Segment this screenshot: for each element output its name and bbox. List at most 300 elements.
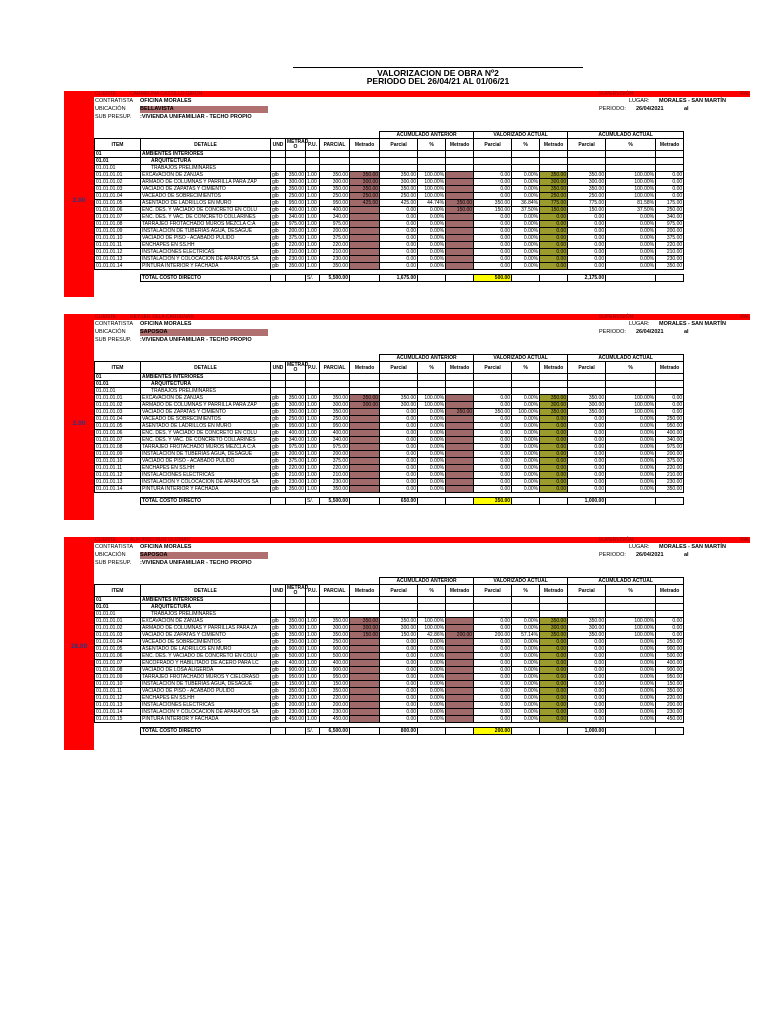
cell-ap: 0.00 <box>380 444 418 451</box>
cell-pu: 1.00 <box>306 395 320 402</box>
cell-ap: 0.00 <box>380 660 418 667</box>
cell-cpc: 0.00% <box>606 437 656 444</box>
cell-pu: 1.00 <box>306 625 320 632</box>
cell-cp: 0.00 <box>568 639 606 646</box>
client-bar <box>64 314 750 320</box>
cell-pu: 1.00 <box>306 458 320 465</box>
cell-cpc: 0.00% <box>606 221 656 228</box>
cell-vp: 0.00 <box>474 214 512 221</box>
cell-par: 500.00 <box>320 653 350 660</box>
cell-cp: 0.00 <box>568 674 606 681</box>
supervisor-value: RAL <box>740 314 750 320</box>
periodo-label: PERIODO: <box>599 552 626 558</box>
cell-vm: 200.00 <box>446 632 474 639</box>
col-acum-metrado: Metrado <box>540 139 568 151</box>
group-row <box>95 374 684 381</box>
cell-vp: 0.00 <box>474 451 512 458</box>
cell-apc: 100.00% <box>418 186 446 193</box>
cell-apc: 0.00% <box>418 451 446 458</box>
cell-vm <box>446 235 474 242</box>
table-row <box>95 451 684 458</box>
cell-und: glb <box>271 249 286 256</box>
total-acumulado: 1,000.00 <box>568 498 606 505</box>
cell-vm <box>446 667 474 674</box>
acum-anterior-header: ACUMULADO ANTERIOR <box>380 355 474 362</box>
cell-und: glb <box>271 256 286 263</box>
cell-vpc: 0.00% <box>512 646 540 653</box>
cell-cpc: 0.00% <box>606 430 656 437</box>
cell-ap: 0.00 <box>380 416 418 423</box>
cell-det: ENCHAPES EN SS.HH <box>141 242 271 249</box>
subpresup-value-wrap <box>140 114 252 121</box>
cell-cp: 350.00 <box>568 186 606 193</box>
cell-apc: 0.00% <box>418 242 446 249</box>
cell-cpc: 0.00% <box>606 479 656 486</box>
cell-par: 350.00 <box>320 172 350 179</box>
periodo-value: 26/04/2021 <box>636 329 664 335</box>
group-item: 01.01 <box>95 158 141 165</box>
cell-am <box>350 423 380 430</box>
col-ant-pct: % <box>418 362 446 374</box>
cell-cm: 250.00 <box>540 193 568 200</box>
cell-cpc: 100.00% <box>606 618 656 625</box>
cell-par: 950.00 <box>320 423 350 430</box>
cell-item: 01.01.01.12 <box>95 695 141 702</box>
cell-sal: 340.00 <box>656 214 684 221</box>
valuation-table <box>94 577 684 735</box>
cell-vp: 0.00 <box>474 695 512 702</box>
cell-am <box>350 242 380 249</box>
cell-ap: 0.00 <box>380 458 418 465</box>
cell-und: glb <box>271 695 286 702</box>
cell-item: 01.01.01.05 <box>95 646 141 653</box>
cell-cm: 0.00 <box>540 702 568 709</box>
contratista-value: OFICINA MORALES <box>140 321 192 327</box>
valuation-block <box>64 314 750 520</box>
cell-sal: 400.00 <box>656 430 684 437</box>
cell-sal: 0.00 <box>656 172 684 179</box>
cell-und: glb <box>271 479 286 486</box>
cell-cpc: 0.00% <box>606 653 656 660</box>
cell-det: INSTALACIONES ELECTRICAS <box>141 249 271 256</box>
cell-par: 975.00 <box>320 444 350 451</box>
cell-met: 220.00 <box>286 242 306 249</box>
cliente-label: CLIENTE <box>95 314 117 320</box>
cell-cp: 0.00 <box>568 479 606 486</box>
cell-cm: 0.00 <box>540 221 568 228</box>
table-row <box>95 444 684 451</box>
group-label: AMBIENTES INTERIORES <box>141 151 271 158</box>
acum-actual-header: ACUMULADO ACTUAL <box>568 578 684 585</box>
cell-sal: 200.00 <box>656 451 684 458</box>
cell-vm <box>446 437 474 444</box>
cell-det: PINTURA INTERIOR Y FACHADA <box>141 486 271 493</box>
cell-vm <box>446 402 474 409</box>
cliente-label: CLIENTE <box>95 537 117 543</box>
col-val-metrado: Metrado <box>446 139 474 151</box>
subpresup-value: :VIVIENDA UNIFAMILIAR - TECHO PROPIO <box>140 337 252 343</box>
cell-am <box>350 688 380 695</box>
cell-vp: 0.00 <box>474 709 512 716</box>
col-ant-metrado: Metrado <box>350 362 380 374</box>
group-label: AMBIENTES INTERIORES <box>141 374 271 381</box>
cell-ap: 0.00 <box>380 235 418 242</box>
cell-det: TARRAJEO FROTACHADO MUROS MEZCLA C:A <box>141 221 271 228</box>
cell-vp: 0.00 <box>474 179 512 186</box>
cell-sal: 150.00 <box>656 681 684 688</box>
cell-sal: 375.00 <box>656 458 684 465</box>
cell-met: 975.00 <box>286 444 306 451</box>
cell-cm: 0.00 <box>540 667 568 674</box>
cell-vpc: 0.00% <box>512 458 540 465</box>
cell-item: 01.01.01.02 <box>95 179 141 186</box>
cell-cpc: 0.00% <box>606 674 656 681</box>
cell-vp: 0.00 <box>474 430 512 437</box>
cell-pu: 1.00 <box>306 451 320 458</box>
cell-vpc: 0.00% <box>512 423 540 430</box>
cell-vpc: 0.00% <box>512 256 540 263</box>
periodo-value: 26/04/2021 <box>636 106 664 112</box>
cell-und: glb <box>271 172 286 179</box>
cell-vpc: 0.00% <box>512 688 540 695</box>
cell-apc: 0.00% <box>418 423 446 430</box>
cell-und: glb <box>271 409 286 416</box>
total-currency: S/. <box>306 728 320 735</box>
table-row <box>95 416 684 423</box>
cell-sal: 250.00 <box>656 639 684 646</box>
cell-met: 150.00 <box>286 681 306 688</box>
cell-am <box>350 646 380 653</box>
cell-vp: 200.00 <box>474 632 512 639</box>
cell-cp: 300.00 <box>568 625 606 632</box>
subpresup-value-wrap <box>140 337 252 344</box>
cell-apc: 0.00% <box>418 472 446 479</box>
cell-vp: 0.00 <box>474 235 512 242</box>
contratista-value-wrap <box>140 321 191 328</box>
cell-cpc: 0.00% <box>606 458 656 465</box>
cell-vpc: 37.50% <box>512 207 540 214</box>
lugar-value: MORALES - SAN MARTÍN <box>659 321 726 327</box>
table-row <box>95 486 684 493</box>
cell-det: VACIADO DE PISO - ACABADO PULIDO <box>141 235 271 242</box>
cell-am <box>350 465 380 472</box>
cell-ap: 0.00 <box>380 207 418 214</box>
document-title: VALORIZACION DE OBRA Nº2 <box>293 67 583 78</box>
cell-am <box>350 221 380 228</box>
table-row <box>95 228 684 235</box>
cell-vpc: 0.00% <box>512 179 540 186</box>
cell-cpc: 0.00% <box>606 646 656 653</box>
cell-cp: 350.00 <box>568 172 606 179</box>
cell-item: 01.01.01.03 <box>95 409 141 416</box>
cliente-value: ALFONSO RUIZ GUZMAN <box>130 537 191 543</box>
cell-cp: 0.00 <box>568 242 606 249</box>
cell-am <box>350 472 380 479</box>
cell-vpc: 0.00% <box>512 451 540 458</box>
cell-vpc: 0.00% <box>512 625 540 632</box>
table-row <box>95 193 684 200</box>
cell-pu: 1.00 <box>306 186 320 193</box>
total-label: TOTAL COSTO DIRECTO <box>141 728 271 735</box>
cell-apc: 0.00% <box>418 695 446 702</box>
total-label: TOTAL COSTO DIRECTO <box>141 275 271 282</box>
cell-vp: 150.00 <box>474 207 512 214</box>
cell-apc: 0.00% <box>418 681 446 688</box>
side-number: 18.00 <box>70 643 88 650</box>
subpresup-label: SUB PRESUP. <box>95 114 132 120</box>
cell-apc: 0.00% <box>418 263 446 270</box>
cell-par: 350.00 <box>320 263 350 270</box>
group-row <box>95 158 684 165</box>
subpresup-value: :VIVIENDA UNIFAMILIAR - TECHO PROPIO <box>140 114 252 120</box>
period-title: PERIODO DEL 26/04/21 AL 01/06/21 <box>366 76 510 86</box>
cell-item: 01.01.01.13 <box>95 702 141 709</box>
cell-ap: 0.00 <box>380 646 418 653</box>
cliente-value: CARMELINA CASTILLO GIRON <box>130 91 203 97</box>
cell-am <box>350 214 380 221</box>
cell-par: 375.00 <box>320 458 350 465</box>
cell-sal: 200.00 <box>656 702 684 709</box>
cell-det: PINTURA INTERIOR Y FACHADA <box>141 716 271 723</box>
cell-vp: 0.00 <box>474 437 512 444</box>
cell-cm: 0.00 <box>540 646 568 653</box>
cell-sal: 210.00 <box>656 472 684 479</box>
cell-cpc: 0.00% <box>606 242 656 249</box>
group-item: 01.01.01 <box>95 388 141 395</box>
cell-vm: 350.00 <box>446 409 474 416</box>
cell-vp: 0.00 <box>474 618 512 625</box>
cell-sal: 230.00 <box>656 479 684 486</box>
cell-sal: 0.00 <box>656 625 684 632</box>
cell-cpc: 100.00% <box>606 632 656 639</box>
cell-par: 350.00 <box>320 688 350 695</box>
col-acum-parcial: Parcial <box>568 362 606 374</box>
table-row <box>95 716 684 723</box>
cell-pu: 1.00 <box>306 618 320 625</box>
ubicacion-value-wrap <box>140 106 268 113</box>
ubicacion-value: SAPOSOA <box>140 329 168 335</box>
cell-vm <box>446 444 474 451</box>
cell-vpc: 0.00% <box>512 479 540 486</box>
cell-und: glb <box>271 709 286 716</box>
cell-cm: 0.00 <box>540 437 568 444</box>
cell-ap: 0.00 <box>380 242 418 249</box>
table-row <box>95 695 684 702</box>
cell-met: 500.00 <box>286 653 306 660</box>
table-row <box>95 667 684 674</box>
cell-cp: 250.00 <box>568 193 606 200</box>
cell-sal: 210.00 <box>656 249 684 256</box>
cell-pu: 1.00 <box>306 263 320 270</box>
cell-vpc: 0.00% <box>512 235 540 242</box>
cell-ap: 0.00 <box>380 667 418 674</box>
table-row <box>95 249 684 256</box>
cell-vp: 0.00 <box>474 242 512 249</box>
cell-am <box>350 437 380 444</box>
group-row <box>95 165 684 172</box>
cell-cpc: 0.00% <box>606 695 656 702</box>
cell-par: 340.00 <box>320 437 350 444</box>
cell-item: 01.01.01.13 <box>95 256 141 263</box>
cell-cpc: 0.00% <box>606 444 656 451</box>
cell-apc: 44.74% <box>418 200 446 207</box>
cell-vpc: 100.00% <box>512 409 540 416</box>
cell-apc: 100.00% <box>418 395 446 402</box>
cell-ap: 150.00 <box>380 632 418 639</box>
col-saldo-metrado: Metrado <box>656 362 684 374</box>
cell-vp: 0.00 <box>474 653 512 660</box>
cell-sal: 375.00 <box>656 235 684 242</box>
cell-ap: 0.00 <box>380 479 418 486</box>
cell-vpc: 0.00% <box>512 709 540 716</box>
cell-pu: 1.00 <box>306 242 320 249</box>
cell-pu: 1.00 <box>306 402 320 409</box>
cell-vpc: 0.00% <box>512 444 540 451</box>
cell-met: 350.00 <box>286 618 306 625</box>
cell-item: 01.01.01.05 <box>95 200 141 207</box>
subpresup-value: :VIVIENDA UNIFAMILIAR - TECHO PROPIO <box>140 560 252 566</box>
cell-cm: 0.00 <box>540 674 568 681</box>
total-label: TOTAL COSTO DIRECTO <box>141 498 271 505</box>
contratista-row <box>95 544 133 551</box>
cell-cm: 0.00 <box>540 639 568 646</box>
cell-am: 350.00 <box>350 395 380 402</box>
cell-met: 200.00 <box>286 702 306 709</box>
cell-cm: 0.00 <box>540 458 568 465</box>
cell-ap: 0.00 <box>380 409 418 416</box>
cell-pu: 1.00 <box>306 200 320 207</box>
cell-met: 230.00 <box>286 479 306 486</box>
table-row <box>95 688 684 695</box>
table-row <box>95 674 684 681</box>
col-ant-metrado: Metrado <box>350 139 380 151</box>
cell-ap: 350.00 <box>380 618 418 625</box>
cell-vp: 0.00 <box>474 667 512 674</box>
cell-cm: 0.00 <box>540 430 568 437</box>
cell-sal: 250.00 <box>656 207 684 214</box>
cell-und: glb <box>271 639 286 646</box>
cell-det: INSTALACION DE TUBERIAS AGUA, DESAGUE <box>141 451 271 458</box>
cell-vm <box>446 695 474 702</box>
cell-cm: 0.00 <box>540 451 568 458</box>
ubicacion-value: BELLAVISTA <box>140 106 174 112</box>
cell-vm <box>446 242 474 249</box>
cell-cpc: 81.58% <box>606 200 656 207</box>
cell-vpc: 0.00% <box>512 465 540 472</box>
cell-det: ASENTADO DE LADRILLOS EN MURO <box>141 646 271 653</box>
cell-cp: 350.00 <box>568 409 606 416</box>
col-und: UND <box>271 362 286 374</box>
cell-vp: 0.00 <box>474 395 512 402</box>
valorizado-actual-header: VALORIZADO ACTUAL <box>474 355 568 362</box>
cell-cp: 0.00 <box>568 444 606 451</box>
cell-apc: 100.00% <box>418 193 446 200</box>
cell-ap: 0.00 <box>380 263 418 270</box>
group-item: 01.01 <box>95 381 141 388</box>
table-row <box>95 479 684 486</box>
table-row <box>95 242 684 249</box>
cell-am <box>350 479 380 486</box>
cell-met: 300.00 <box>286 402 306 409</box>
cell-vm <box>446 214 474 221</box>
cell-am <box>350 695 380 702</box>
cell-am <box>350 256 380 263</box>
cell-cpc: 100.00% <box>606 193 656 200</box>
col-val-pct: % <box>512 585 540 597</box>
cell-pu: 1.00 <box>306 207 320 214</box>
cell-apc: 100.00% <box>418 402 446 409</box>
cell-pu: 1.00 <box>306 702 320 709</box>
cell-par: 210.00 <box>320 249 350 256</box>
cell-par: 200.00 <box>320 451 350 458</box>
cell-vpc: 0.00% <box>512 702 540 709</box>
cell-cm: 350.00 <box>540 632 568 639</box>
cell-apc: 0.00% <box>418 479 446 486</box>
cell-und: glb <box>271 179 286 186</box>
cell-cm: 0.00 <box>540 263 568 270</box>
col-ant-parcial: Parcial <box>380 362 418 374</box>
cell-pu: 1.00 <box>306 709 320 716</box>
cell-am: 300.00 <box>350 179 380 186</box>
cell-vm: 350.00 <box>446 200 474 207</box>
cell-cm: 0.00 <box>540 235 568 242</box>
cell-par: 230.00 <box>320 479 350 486</box>
cell-am <box>350 486 380 493</box>
col-val-pct: % <box>512 139 540 151</box>
cell-par: 300.00 <box>320 625 350 632</box>
cell-pu: 1.00 <box>306 228 320 235</box>
cell-und: glb <box>271 416 286 423</box>
cell-ap: 300.00 <box>380 179 418 186</box>
cell-det: ENC. DES. Y VAC. DE CONCRETO COLLARINES <box>141 214 271 221</box>
col-metrado: METRAD O <box>287 584 309 596</box>
cell-am: 350.00 <box>350 186 380 193</box>
cell-met: 900.00 <box>286 646 306 653</box>
cell-am <box>350 639 380 646</box>
cell-vp: 0.00 <box>474 221 512 228</box>
total-anterior: 800.00 <box>380 728 418 735</box>
cell-det: TARRAJEO FROTACHADO MUROS Y CIELORASO <box>141 674 271 681</box>
cell-item: 01.01.01.13 <box>95 479 141 486</box>
cell-sal: 0.00 <box>656 402 684 409</box>
cell-cp: 0.00 <box>568 451 606 458</box>
cell-sal: 0.00 <box>656 193 684 200</box>
cell-item: 01.01.01.12 <box>95 472 141 479</box>
cell-ap: 0.00 <box>380 653 418 660</box>
cell-apc: 0.00% <box>418 674 446 681</box>
cell-met: 350.00 <box>286 409 306 416</box>
table-row <box>95 179 684 186</box>
cell-item: 01.01.01.11 <box>95 242 141 249</box>
cell-cp: 775.00 <box>568 200 606 207</box>
cell-am <box>350 235 380 242</box>
cell-und: glb <box>271 625 286 632</box>
cell-ap: 0.00 <box>380 451 418 458</box>
cell-cpc: 100.00% <box>606 172 656 179</box>
cell-item: 01.01.01.07 <box>95 437 141 444</box>
col-val-parcial: Parcial <box>474 139 512 151</box>
group-row <box>95 611 684 618</box>
cell-cm: 0.00 <box>540 653 568 660</box>
col-acum-metrado: Metrado <box>540 585 568 597</box>
cell-pu: 1.00 <box>306 444 320 451</box>
cell-cp: 0.00 <box>568 688 606 695</box>
cell-cpc: 0.00% <box>606 702 656 709</box>
cell-am <box>350 660 380 667</box>
cell-par: 210.00 <box>320 472 350 479</box>
col-parcial: PARCIAL <box>320 585 350 597</box>
cell-am: 150.00 <box>350 632 380 639</box>
